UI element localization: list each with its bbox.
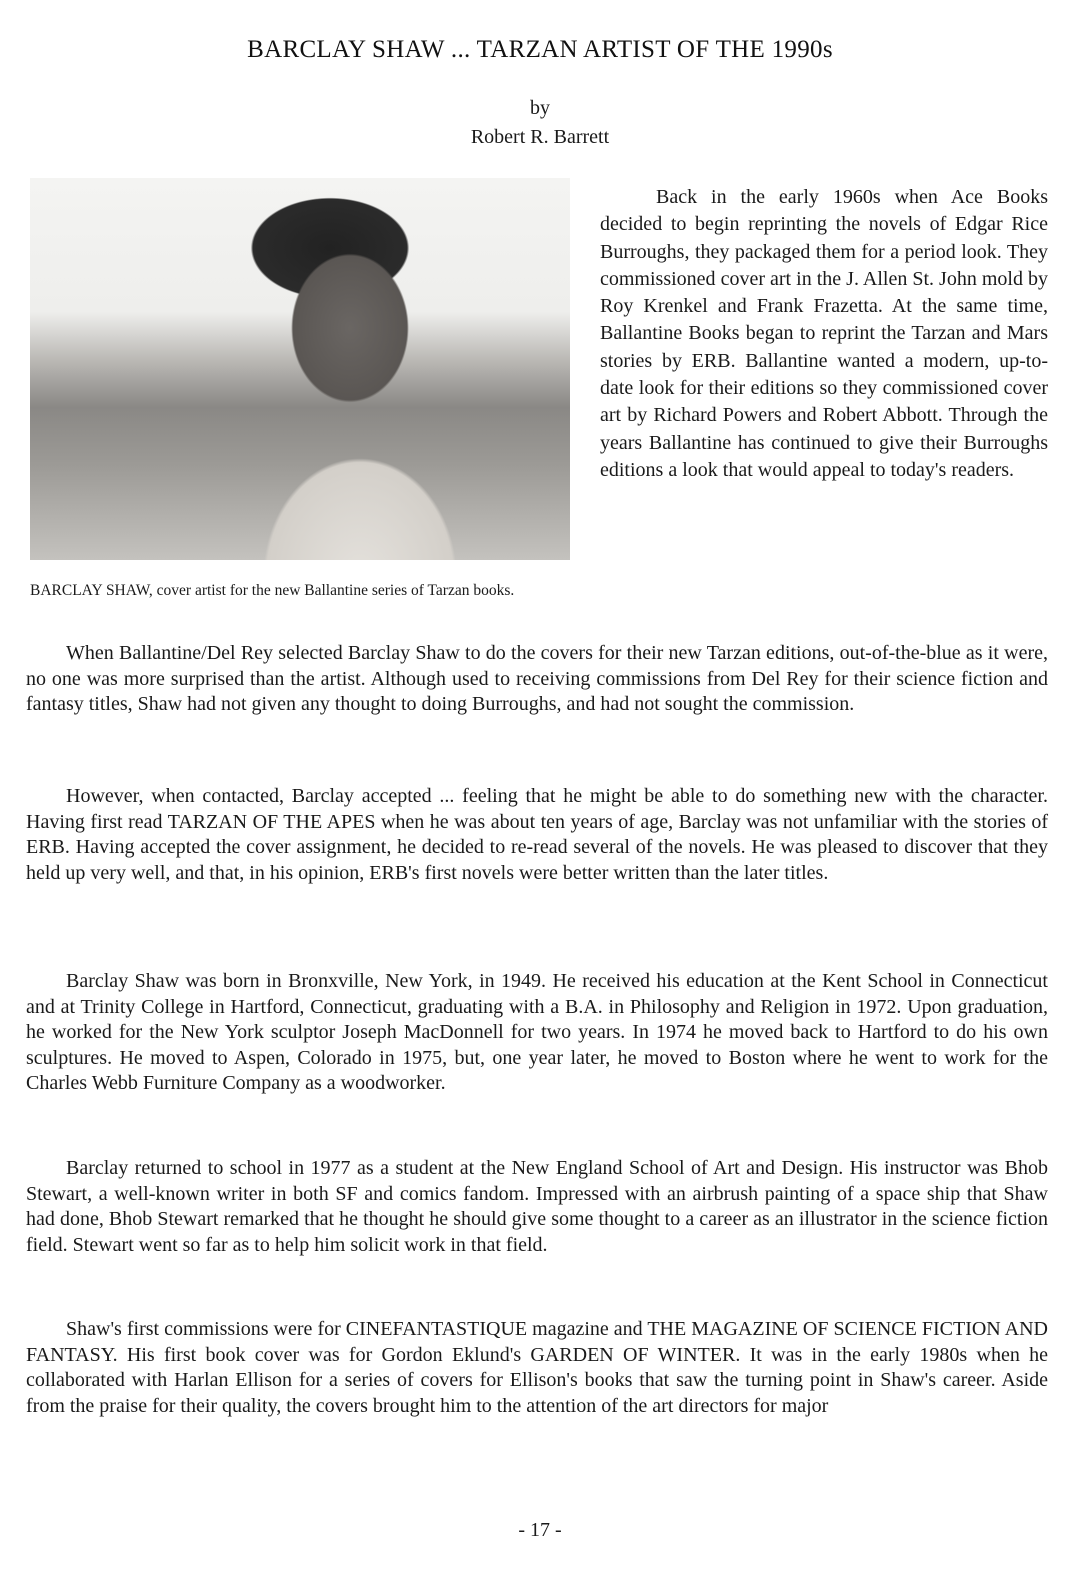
body-paragraph-1: When Ballantine/Del Rey selected Barclay Shaw to do the covers for their new Tarzan editions, out-of-the-blue as it were, no one was more surprised than the artist. Although used to receiving commissions from Del Rey for their science fiction and fantasy titles, Shaw had not given any thought to doing Burroughs, and had not sought the commission. (26, 642, 1048, 715)
paragraph-text: Shaw's first commissions were for (66, 1318, 346, 1340)
intro-paragraph: Back in the early 1960s when Ace Books decided to begin reprinting the novels of Edgar Rice Burroughs, they packaged them for a period look. They commissioned cover art in the J. Allen St. John mold by Roy Krenkel and Frank Frazetta. At the same time, Ballantine Books began to reprint the Tarzan and Mars stories by ERB. Ballantine wanted a modern, up-to-date look for their editions so they commissioned cover art by Richard Powers and Robert Abbott. Through the years Ballantine has continued to give their Burroughs editions a look that would appeal to today's readers. (600, 186, 1048, 481)
magazine-title: THE MAGAZINE OF SCIENCE FICTION AND FANTASY (26, 1318, 1048, 1366)
paragraph-text: magazine and (527, 1318, 648, 1340)
paragraph-text: . It was in the early 1980s when he collaborated with Harlan Ellison for a series of covers for Ellison's books that saw the turning point in Shaw's career. Aside from the praise for their quality, the covers brought him to the attention of the art directors for major (26, 1343, 1048, 1417)
body-paragraph-3: Barclay Shaw was born in Bronxville, New York, in 1949. He received his education at the Kent School in Connecticut and at Trinity College in Hartford, Connecticut, graduating with a B.A. in Philosophy and Religion in 1972. Upon graduation, he worked for the New York sculptor Joseph MacDonnell for two years. In 1974 he moved back to Hartford to do his own sculptures. He moved to Aspen, Colorado in 1975, but, one year later, he moved to Boston where he went to work for the Charles Webb Furniture Company as a woodworker. (26, 970, 1048, 1094)
paragraph-text: However, when contacted, Barclay accepted ... feeling that he might be able to do something new with the character. Having first read (26, 785, 1048, 833)
byline-by: by (530, 97, 550, 119)
book-title: TARZAN OF THE APES (167, 810, 376, 833)
body-paragraph-5 (26, 1317, 1048, 1419)
paragraph-text: . His first book cover was for Gordon Eklund's (112, 1343, 531, 1366)
portrait-photo (30, 178, 570, 560)
book-title: GARDEN OF WINTER (530, 1343, 736, 1366)
photo-caption: BARCLAY SHAW, cover artist for the new Ballantine series of Tarzan books. (30, 582, 515, 599)
body-paragraph-4: Barclay returned to school in 1977 as a student at the New England School of Art and Design. His instructor was Bhob Stewart, a well-known writer in both SF and comics fandom. Impressed with an airbrush painting of a space ship that Shaw had done, Bhob Stewart remarked that he thought he should give some thought to a career as an illustrator in the science fiction field. Stewart went so far as to help him solicit work in that field. (26, 1157, 1048, 1256)
author-name: Robert R. Barrett (470, 126, 610, 148)
magazine-title: CINEFANTASTIQUE (345, 1318, 528, 1340)
page-number: - 17 - (518, 1519, 562, 1541)
body-paragraph-2 (26, 784, 1048, 886)
paragraph-text: when he was about ten years of age, Barclay was not unfamiliar with the stories of ERB. Having accepted the cover assignment, he decided to re-read several of the novels. He was pleased to discover that they held up very well, and that, in his opinion, ERB's first novels were better written than the later titles. (26, 810, 1048, 884)
article-title: BARCLAY SHAW ... TARZAN ARTIST OF THE 1990s (247, 36, 833, 63)
